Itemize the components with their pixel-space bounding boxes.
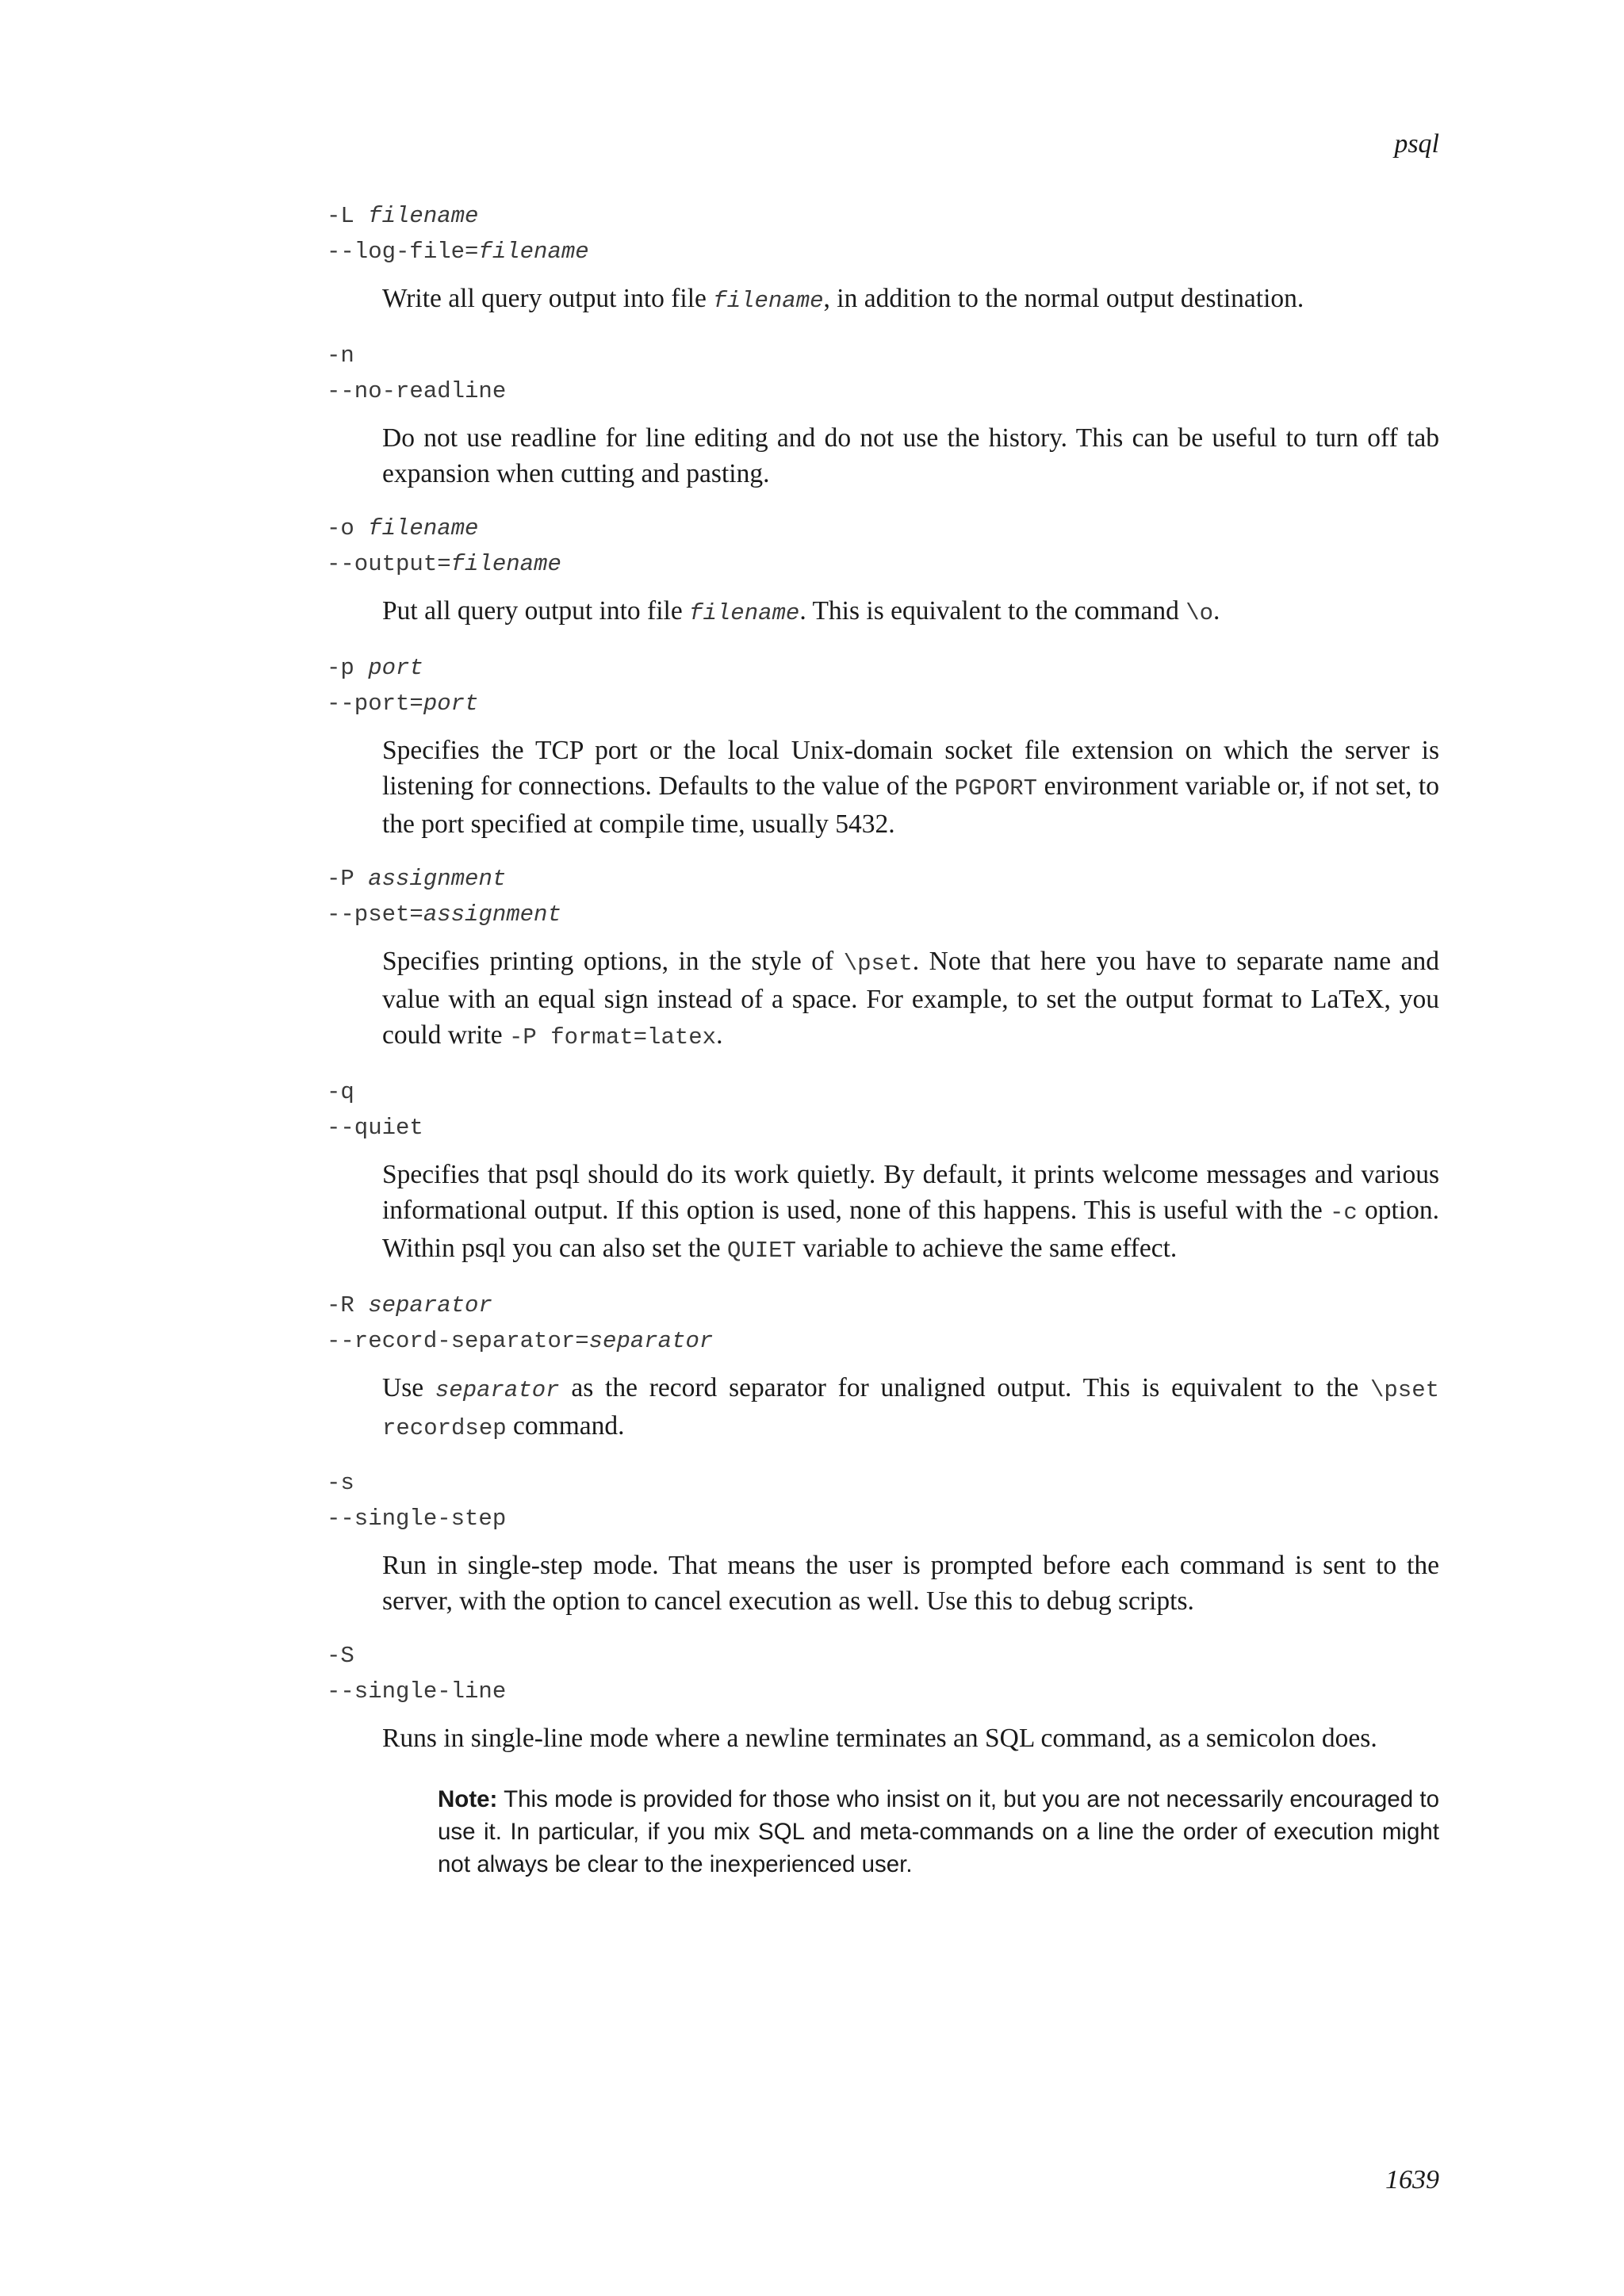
option-argument: port [423, 691, 479, 717]
option-entry-single-line [327, 1638, 1439, 1881]
env-variable: PGPORT [954, 775, 1038, 802]
option-argument: filename [478, 239, 589, 265]
option-description: Specifies the TCP port or the local Unix-domain socket file extension on which the server is listening for connections. Defaults to the value of the PGPORT environment variable or, if not set, to the port specified at compile time, usually 5432. [382, 736, 1439, 839]
replaceable-term: filename [713, 288, 824, 314]
option-description: Do not use readline for line editing and do not use the history. This can be useful to turn off tab expansion when cutting and pasting. [382, 423, 1439, 488]
replaceable-term: separator [435, 1377, 560, 1403]
note-label: Note: [438, 1786, 498, 1812]
note-block [438, 1783, 1439, 1881]
command-literal: \o [1185, 600, 1214, 626]
option-short: -P assignment [327, 866, 507, 892]
option-description: Runs in single-line mode where a newline terminates an SQL command, as a semicolon does. [382, 1724, 1377, 1753]
page-number: 1639 [1385, 2165, 1439, 2195]
option-entry-pset [327, 861, 1439, 1055]
option-long: --output=filename [327, 551, 561, 577]
option-entry-no-readline [327, 338, 1439, 492]
option-argument: assignment [423, 901, 561, 928]
option-argument: separator [588, 1328, 714, 1354]
command-literal: -P format=latex [509, 1024, 717, 1050]
option-long: --pset=assignment [327, 901, 561, 928]
command-literal: -c [1330, 1200, 1358, 1226]
option-description: Write all query output into file filename, in addition to the normal output destination. [382, 284, 1304, 314]
option-entry-log-file [327, 198, 1439, 319]
option-argument: filename [368, 515, 479, 541]
env-variable: QUIET [727, 1238, 797, 1264]
option-entry-output [327, 511, 1439, 631]
option-long: --record-separator=separator [327, 1328, 714, 1354]
option-long: --single-line [327, 1678, 507, 1705]
option-argument: port [368, 655, 423, 681]
command-literal: \pset recordsep [382, 1377, 1439, 1441]
option-long: --quiet [327, 1115, 423, 1141]
option-entry-quiet [327, 1074, 1439, 1269]
option-long: --port=port [327, 691, 479, 717]
option-long: --single-step [327, 1506, 507, 1532]
option-short: -L filename [327, 203, 479, 229]
option-argument: assignment [368, 866, 507, 892]
running-head: psql [1394, 129, 1439, 159]
command-literal: \pset [843, 951, 913, 977]
option-short: -p port [327, 655, 423, 681]
option-description: Use separator as the record separator for unaligned output. This is equivalent to the \pset recordsep command. [382, 1373, 1439, 1441]
option-short: -s [327, 1470, 354, 1496]
option-long: --log-file=filename [327, 239, 589, 265]
option-short: -R separator [327, 1292, 492, 1318]
option-entry-single-step [327, 1465, 1439, 1619]
option-entry-port [327, 650, 1439, 842]
option-short: -n [327, 342, 354, 369]
option-short: -o filename [327, 515, 479, 541]
option-description: Put all query output into file filename. This is equivalent to the command \o. [382, 596, 1220, 626]
option-short: -S [327, 1643, 354, 1669]
option-argument: filename [368, 203, 479, 229]
option-list [327, 198, 1439, 1900]
option-argument: filename [450, 551, 561, 577]
option-long: --no-readline [327, 378, 507, 404]
replaceable-term: filename [689, 600, 800, 626]
option-entry-record-separator [327, 1288, 1439, 1446]
note-text: This mode is provided for those who insist on it, but you are not necessarily encouraged to use it. In particular, if you mix SQL and meta-commands on a line the order of execution might not always be clear to the inexperienced user. [438, 1786, 1439, 1877]
option-description: Specifies that psql should do its work quietly. By default, it prints welcome messages and various informational output. If this option is used, none of this happens. This is useful with the -c option. Within psql you can also set the QUIET variable to achieve the same effect. [382, 1160, 1439, 1264]
option-description: Specifies printing options, in the style of \pset. Note that here you have to separate name and value with an equal sign instead of a space. For example, to set the output format to LaTeX, you could write -P format=latex. [382, 947, 1439, 1050]
option-argument: separator [368, 1292, 492, 1318]
option-short: -q [327, 1079, 354, 1105]
option-description: Run in single-step mode. That means the user is prompted before each command is sent to the server, with the option to cancel execution as well. Use this to debug scripts. [382, 1551, 1439, 1616]
